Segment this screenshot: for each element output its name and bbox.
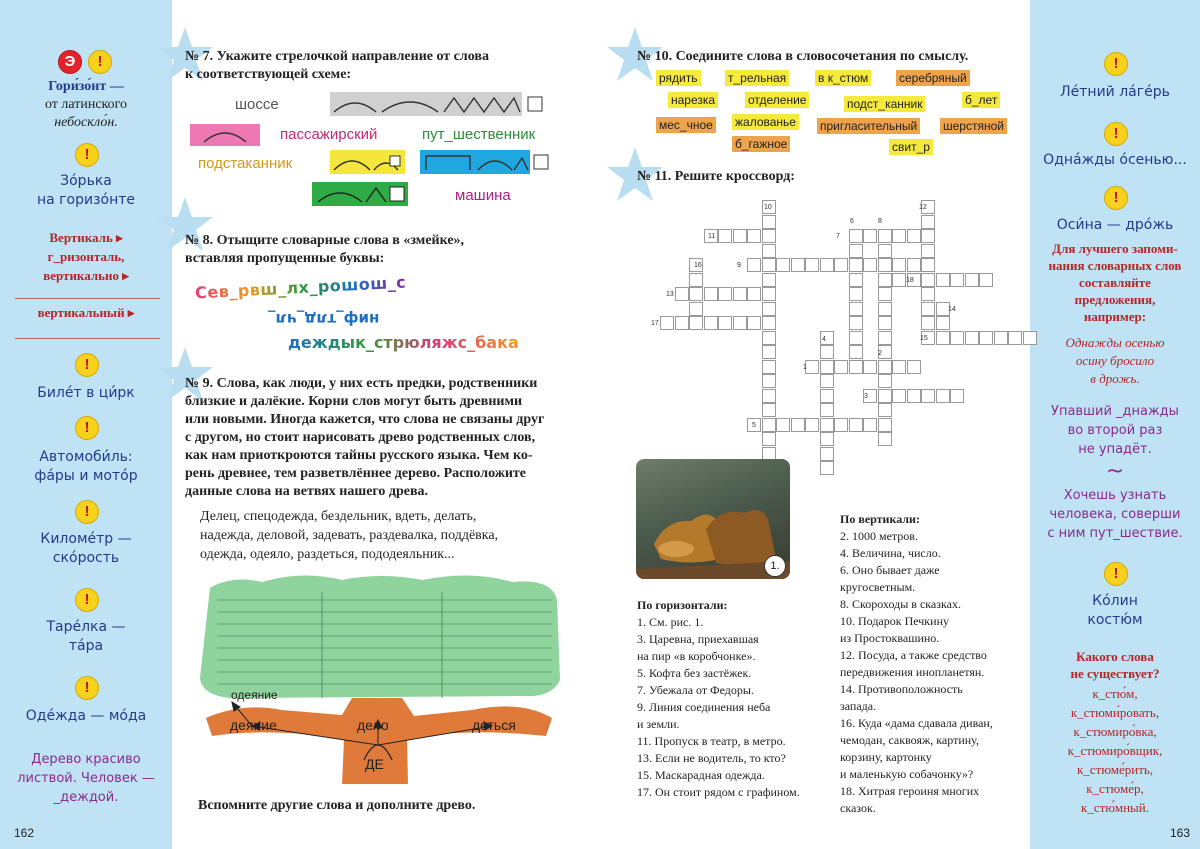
- ex9-words: Делец, спецодежда, бездельник, вдеть, делать, надежда, деловой, задевать, раздевалка, поддёвка, одежда, одеяло, раздеться, пододеяльник...: [200, 509, 499, 562]
- exclamation-icon: !: [75, 416, 99, 440]
- crossword-cell[interactable]: [965, 331, 979, 345]
- ex9-text: № 9. Слова, как люди, у них есть предки, родственники близкие и далёкие. Корни слов могут быть древними или новыми. Иногда кажется, что слова не связаны друг с другом, но стоит нарисовать древо родственных слов, как нам приоткроются тайны русского языка. Чем ко- рень древнее, тем разветвлённее дерево. Расположите данные слова на ветвях нашего древа.: [185, 376, 545, 499]
- crossword-cell[interactable]: [907, 258, 921, 272]
- crossword-cell[interactable]: [660, 316, 674, 330]
- crossword-cell[interactable]: [863, 360, 877, 374]
- crossword-cell[interactable]: [762, 273, 776, 287]
- camp-phrase: Ле́тний ла́ге́рь: [1060, 84, 1170, 100]
- crossword-cell[interactable]: [849, 360, 863, 374]
- crossword-cell[interactable]: [820, 389, 834, 403]
- crossword-cell[interactable]: [892, 229, 906, 243]
- crossword-number: 15: [920, 335, 928, 342]
- word-tag[interactable]: жалованье: [732, 114, 799, 130]
- crossword-number: 2: [878, 350, 882, 357]
- word-tag[interactable]: т_рельная: [725, 70, 789, 86]
- crossword-cell[interactable]: [820, 360, 834, 374]
- word-holder: подстаканник: [198, 155, 293, 172]
- crossword-cell[interactable]: [849, 418, 863, 432]
- crossword-cell[interactable]: [733, 316, 747, 330]
- crossword-cell[interactable]: [950, 273, 964, 287]
- crossword-cell[interactable]: [762, 374, 776, 388]
- crossword-cell[interactable]: [892, 273, 906, 287]
- word-traveler: пут_шественник: [422, 126, 536, 143]
- shoes-picture: [636, 459, 790, 579]
- crossword-cell[interactable]: [762, 418, 776, 432]
- crossword-cell[interactable]: [675, 287, 689, 301]
- ex10-title: № 10. Соедините слова в словосочетания по смыслу.: [637, 49, 969, 64]
- crossword-cell[interactable]: [994, 331, 1008, 345]
- crossword-cell[interactable]: [878, 287, 892, 301]
- word-tree: [192, 570, 567, 785]
- crossword-cell[interactable]: [776, 258, 790, 272]
- crossword-cell[interactable]: [863, 229, 877, 243]
- exclamation-icon: !: [75, 588, 99, 612]
- crossword-cell[interactable]: [762, 403, 776, 417]
- crossword-cell[interactable]: [878, 331, 892, 345]
- crossword-cell[interactable]: [1008, 331, 1022, 345]
- crossword-cell[interactable]: [849, 273, 863, 287]
- crossword-cell[interactable]: [892, 389, 906, 403]
- crossword-cell[interactable]: [820, 447, 834, 461]
- scheme-grey: [330, 92, 545, 116]
- crossword-cell[interactable]: [921, 287, 935, 301]
- crossword-cell[interactable]: [820, 345, 834, 359]
- crossword-number: 14: [948, 306, 956, 313]
- crossword-cell[interactable]: [921, 258, 935, 272]
- crossword-cell[interactable]: [892, 258, 906, 272]
- crossword-cell[interactable]: [733, 287, 747, 301]
- clothes-phrase: Оде́жда — мо́да: [25, 708, 147, 724]
- crossword-cell[interactable]: [878, 418, 892, 432]
- word-passenger: пассажирский: [280, 126, 378, 143]
- crossword-cell[interactable]: [747, 229, 761, 243]
- crossword-cell[interactable]: [849, 258, 863, 272]
- crossword-cell[interactable]: [820, 258, 834, 272]
- crossword-cell[interactable]: [878, 244, 892, 258]
- crossword-cell[interactable]: [849, 316, 863, 330]
- tree-word-delo: дело: [357, 717, 389, 733]
- zorka-phrase: Зо́рька на горизо́нте: [36, 173, 136, 208]
- word-tag[interactable]: нарезка: [668, 92, 718, 108]
- crossword-cell[interactable]: [762, 389, 776, 403]
- crossword-cell[interactable]: [878, 389, 892, 403]
- crossword-cell[interactable]: [762, 331, 776, 345]
- word-tag[interactable]: свит_р: [889, 139, 933, 155]
- word-tag[interactable]: б_гажное: [732, 136, 790, 152]
- crossword-cell[interactable]: [907, 229, 921, 243]
- crossword-number: 9: [737, 262, 741, 269]
- horizontal-clues: 1. См. рис. 1. 3. Царевна, приехавшая на пир «в коробчонке». 5. Кофта без застёжек. 7. Убежала от Федоры. 9. Линия соединения неба и земли. 11. Пропуск в театр, в метро. 13. Если не водитель, то кто? 15. Маскарадная одежда. 17. Он стоит рядом с графином.: [637, 615, 800, 799]
- crossword-cell[interactable]: [747, 316, 761, 330]
- crossword-cell[interactable]: [979, 331, 993, 345]
- costume-words: к_стю́м, к_стюми́ровать, к_стюмиро́вка, к_стюмиро́вщик, к_стюме́рить, к_стюме́р, к_стю́мный.: [1067, 686, 1163, 815]
- know-proverb: Хочешь узнать человека, соверши с ним пут_шествие.: [1047, 488, 1183, 541]
- tree-word-odeyanie: одеяние: [231, 688, 278, 702]
- crossword-cell[interactable]: [762, 345, 776, 359]
- crossword-cell[interactable]: [820, 432, 834, 446]
- crossword-cell[interactable]: [747, 287, 761, 301]
- crossword-cell[interactable]: [791, 258, 805, 272]
- crossword-cell[interactable]: [892, 360, 906, 374]
- crossword-cell[interactable]: [834, 258, 848, 272]
- horizon-note: Гори́зо́нт — от латинского небоскло́н.: [44, 79, 128, 130]
- vertical-title: По вертикали:: [840, 512, 920, 526]
- crossword-cell[interactable]: [718, 316, 732, 330]
- crossword-cell[interactable]: [805, 418, 819, 432]
- scheme-pink: [190, 124, 260, 146]
- word-tag[interactable]: шерстяной: [940, 118, 1007, 134]
- crossword-cell[interactable]: [762, 316, 776, 330]
- crossword-cell[interactable]: [950, 389, 964, 403]
- crossword-cell[interactable]: [907, 389, 921, 403]
- crossword-cell[interactable]: [936, 331, 950, 345]
- scheme-green: [312, 182, 408, 206]
- word-tag[interactable]: б_лет: [962, 92, 1000, 108]
- crossword-cell[interactable]: [762, 287, 776, 301]
- tilde-ornament: ~: [1105, 459, 1125, 484]
- word-tag[interactable]: пригласительный: [817, 118, 920, 134]
- page-number-right: 163: [1170, 826, 1191, 840]
- plate-phrase: Таре́лка — та́ра: [46, 619, 126, 654]
- exclamation-icon: !: [75, 676, 99, 700]
- crossword-cell[interactable]: [849, 302, 863, 316]
- ex7-title: № 7. Укажите стрелочкой направление от слова к соответствующей схеме:: [185, 49, 489, 82]
- crossword-cell[interactable]: [936, 389, 950, 403]
- auto-phrase: Автомоби́ль: фа́ры и мото́р: [34, 449, 138, 484]
- word-tag[interactable]: серебряный: [896, 70, 970, 86]
- word-tag[interactable]: подст_канник: [844, 96, 925, 112]
- divider: [15, 338, 160, 339]
- crossword-cell[interactable]: [878, 273, 892, 287]
- tree-word-detsya: деться: [472, 717, 516, 733]
- crossword-cell[interactable]: [907, 360, 921, 374]
- exclamation-icon: !: [1104, 122, 1128, 146]
- word-tag[interactable]: в к_стюм: [815, 70, 871, 86]
- fall-proverb: Упавший _днажды во второй раз не упадёт.: [1051, 404, 1179, 457]
- crossword-number: 10: [764, 204, 772, 211]
- colin-phrase: Ко́лин костю́м: [1087, 593, 1143, 628]
- ticket-phrase: Биле́т в ци́рк: [37, 385, 135, 401]
- crossword-cell[interactable]: [878, 374, 892, 388]
- crossword-cell[interactable]: [762, 244, 776, 258]
- exclamation-icon: !: [1104, 186, 1128, 210]
- crossword-cell[interactable]: [689, 273, 703, 287]
- e-mark-icon: Э: [58, 50, 82, 74]
- crossword-cell[interactable]: [762, 258, 776, 272]
- crossword-cell[interactable]: [921, 389, 935, 403]
- crossword-cell[interactable]: [849, 287, 863, 301]
- tree-phrase: Дерево красиво листвой. Человек — _деждой.: [17, 752, 155, 805]
- crossword-cell[interactable]: [878, 316, 892, 330]
- crossword-number: 11: [708, 233, 716, 240]
- crossword-number: 5: [752, 422, 756, 429]
- crossword-cell[interactable]: [878, 360, 892, 374]
- crossword-cell[interactable]: [747, 258, 761, 272]
- crossword-cell[interactable]: [762, 432, 776, 446]
- crossword-cell[interactable]: [921, 229, 935, 243]
- memo-text: Для лучшего запоми- нания словарных слов составляйте предложения, например:: [1048, 241, 1182, 324]
- autumn-phrase: Одна́жды о́сенью...: [1043, 152, 1187, 168]
- crossword-number: 7: [836, 233, 840, 240]
- crossword-cell[interactable]: [820, 374, 834, 388]
- crossword-cell[interactable]: [921, 244, 935, 258]
- crossword-number: 8: [878, 218, 882, 225]
- crossword-cell[interactable]: [849, 331, 863, 345]
- crossword-number: 12: [919, 204, 927, 211]
- exclamation-icon: !: [88, 50, 112, 74]
- crossword-cell[interactable]: [733, 229, 747, 243]
- crossword-cell[interactable]: [675, 316, 689, 330]
- crossword-number: 3: [864, 393, 868, 400]
- crossword-cell[interactable]: [689, 302, 703, 316]
- crossword-cell[interactable]: [849, 345, 863, 359]
- crossword-cell[interactable]: [762, 360, 776, 374]
- word-car: машина: [455, 187, 511, 204]
- crossword-cell[interactable]: [762, 302, 776, 316]
- snake-line-2: ниф_тлд_чл_: [268, 310, 380, 328]
- crossword-cell[interactable]: [834, 418, 848, 432]
- crossword-cell[interactable]: [921, 273, 935, 287]
- crossword-cell[interactable]: [965, 273, 979, 287]
- vertical-clues: 2. 1000 метров. 4. Величина, число. 6. Оно бывает даже кругосветным. 8. Скороходы в сказках. 10. Подарок Печкину из Простоквашино. 12. Посуда, а также средство передвижения инопланетян. 14. Противоположность запада. 16. Куда «дама сдавала диван, чемодан, саквояж, картину, корзину, картонку и маленькую собачонку»? 18. Хитрая героиня многих сказок.: [840, 529, 993, 815]
- crossword-cell[interactable]: [762, 215, 776, 229]
- aspen-phrase: Оси́на — дро́жь: [1056, 217, 1174, 233]
- word-tag[interactable]: рядить: [656, 70, 701, 86]
- crossword-cell[interactable]: [921, 302, 935, 316]
- crossword-cell[interactable]: [863, 258, 877, 272]
- crossword-cell[interactable]: [776, 418, 790, 432]
- crossword-cell[interactable]: [878, 432, 892, 446]
- crossword-cell[interactable]: [936, 316, 950, 330]
- vertical-words: Вертикаль ▸ г_ризонталь, вертикально ▸: [43, 230, 129, 283]
- exclamation-icon: !: [75, 500, 99, 524]
- crossword-cell[interactable]: [820, 403, 834, 417]
- crossword-cell[interactable]: [849, 229, 863, 243]
- exclamation-icon: !: [75, 353, 99, 377]
- ex8-title: № 8. Отыщите словарные слова в «змейке», вставляя пропущенные буквы:: [185, 233, 465, 266]
- crossword-number: 13: [666, 291, 674, 298]
- crossword-number: 16: [694, 262, 702, 269]
- crossword-cell[interactable]: [878, 302, 892, 316]
- tree-word-deyanie: деяние: [230, 717, 277, 733]
- vertical-adj: вертикальный ▸: [37, 305, 135, 320]
- crossword-cell[interactable]: [878, 229, 892, 243]
- crossword-cell[interactable]: [689, 316, 703, 330]
- crossword-number: 6: [850, 218, 854, 225]
- scheme-cyan: [420, 150, 550, 174]
- crossword-cell[interactable]: [805, 258, 819, 272]
- crossword-cell[interactable]: [718, 287, 732, 301]
- crossword-number: 18: [906, 277, 914, 284]
- crossword-number: 4: [822, 336, 826, 343]
- crossword-cell[interactable]: [704, 316, 718, 330]
- crossword-cell[interactable]: [921, 215, 935, 229]
- scheme-yellow: [330, 150, 405, 174]
- exclamation-icon: !: [75, 143, 99, 167]
- word-tag[interactable]: мес_чное: [656, 117, 716, 133]
- crossword-cell[interactable]: [834, 360, 848, 374]
- crossword-cell[interactable]: [936, 273, 950, 287]
- tree-root: ДЕ: [365, 756, 384, 772]
- crossword-cell[interactable]: [878, 258, 892, 272]
- crossword-cell[interactable]: [820, 461, 834, 475]
- horizontal-title: По горизонтали:: [637, 598, 728, 612]
- word-shosse: шоссе: [235, 96, 279, 113]
- crossword-cell[interactable]: [704, 287, 718, 301]
- which-question: Какого слова не существует?: [1070, 649, 1160, 681]
- crossword-cell[interactable]: [805, 360, 819, 374]
- crossword-cell[interactable]: [921, 316, 935, 330]
- picture-number: 1.: [764, 555, 786, 577]
- crossword-number: 1: [803, 364, 807, 371]
- crossword-cell[interactable]: [718, 229, 732, 243]
- snake-line-3: деждык_стрюляжс_бака: [288, 333, 519, 352]
- crossword-cell[interactable]: [849, 244, 863, 258]
- crossword-cell[interactable]: [762, 229, 776, 243]
- crossword-cell[interactable]: [878, 403, 892, 417]
- crossword-cell[interactable]: [791, 418, 805, 432]
- ex11-title: № 11. Решите кроссворд:: [637, 169, 795, 184]
- crossword-cell[interactable]: [863, 418, 877, 432]
- crossword-cell[interactable]: [689, 287, 703, 301]
- example-text: Однажды осенью осину бросило в дрожь.: [1065, 335, 1165, 386]
- exclamation-icon: !: [1104, 52, 1128, 76]
- crossword-cell[interactable]: [979, 273, 993, 287]
- word-tag[interactable]: отделение: [745, 92, 809, 108]
- exclamation-icon: !: [1104, 562, 1128, 586]
- page-number-left: 162: [14, 826, 35, 840]
- crossword-number: 17: [651, 320, 659, 327]
- snake-line-1: Сев_рвш_лх_рошош_с: [194, 272, 407, 303]
- km-phrase: Киломе́тр — ско́рость: [40, 531, 132, 566]
- divider: [15, 298, 160, 299]
- crossword-cell[interactable]: [820, 418, 834, 432]
- crossword-cell[interactable]: [950, 331, 964, 345]
- remember-text: Вспомните другие слова и дополните древо.: [198, 798, 476, 813]
